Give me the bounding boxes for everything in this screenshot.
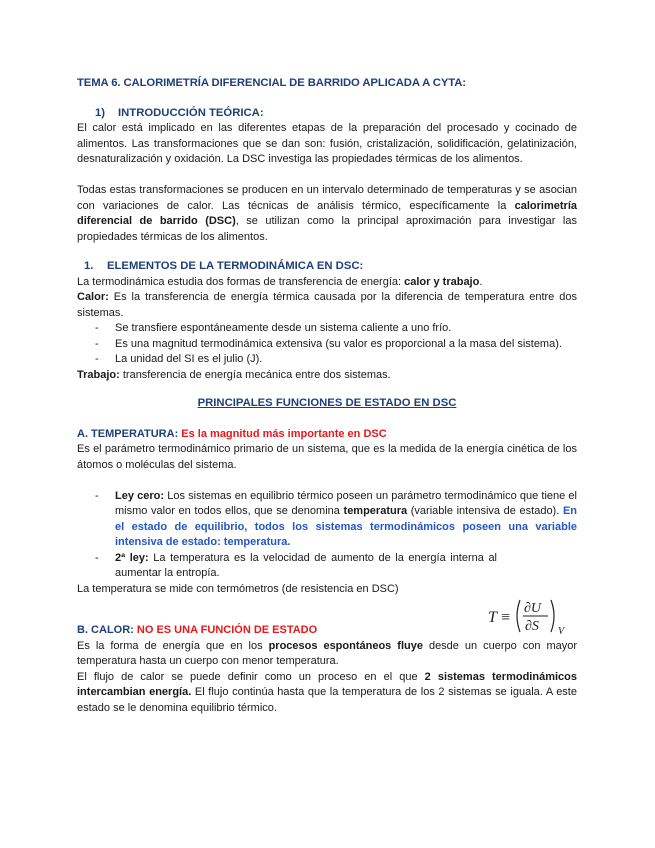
formula-denominator: ∂S xyxy=(525,619,539,634)
elements-heading xyxy=(77,259,577,275)
elements-number: 1. xyxy=(84,260,94,272)
dash-bullet: - xyxy=(95,489,99,502)
intro-p2-text-c: , se utilizan como la principal aproximación para investigar las propiedades térmicas de los alimentos. xyxy=(77,215,577,243)
elements-heading-text: ELEMENTOS DE LA TERMODINÁMICA EN DSC: xyxy=(107,260,364,272)
dash-bullet: - xyxy=(95,551,99,564)
calor-label: Calor: xyxy=(77,291,109,303)
temperature-formula xyxy=(486,595,576,637)
dash-bullet: - xyxy=(95,337,99,350)
segunda-ley-label: 2ª ley: xyxy=(115,551,149,564)
formula-svg xyxy=(486,595,576,637)
heat-heading-red: NO ES UNA FUNCIÓN DE ESTADO xyxy=(136,624,318,636)
heat-heading-a: B. CALOR: xyxy=(77,624,137,636)
heat-p1-c: desde un cuerpo con mayor temperatura hasta un cuerpo con menor temperatura. xyxy=(77,639,578,667)
bullet-text: Es una magnitud termodinámica extensiva (su valor es proporcional a la masa del sistema). xyxy=(115,337,562,350)
elements-intro-line xyxy=(77,275,577,291)
list-item xyxy=(95,321,577,337)
ley-cero-text-a: Los sistemas en equilibrio térmico poseen un parámetro termodinámico que tiene el mismo valor en todos ellos, que se denomina xyxy=(115,489,577,517)
trabajo-text: transferencia de energía mecánica entre dos sistemas. xyxy=(119,368,391,381)
heat-p1-bold: procesos espontáneos fluye xyxy=(268,639,423,652)
list-item xyxy=(95,337,577,353)
temperature-bullet-list xyxy=(77,489,577,582)
bullet-text: La unidad del SI es el julio (J). xyxy=(115,353,263,365)
formula-right-paren xyxy=(551,600,554,632)
intro-paragraph-1: El calor está implicado en las diferentes etapas de la preparación del procesado y cocinado de alimentos. Las transformaciones que se dan son: fusión, cristalización, solidificación, gelatinización, desnaturalización y oxidación. La DSC investiga las propiedades térmicas de los alimentos. xyxy=(77,122,577,165)
trabajo-definition xyxy=(77,368,577,384)
heat-p2-c: El flujo continúa hasta que la temperatura de los 2 sistemas se iguala. A este estado se le denomina equilibrio térmico. xyxy=(77,686,577,714)
temperature-heading-a: A. TEMPERATURA: xyxy=(77,427,182,440)
temperature-heading-red: Es la magnitud más importante en DSC xyxy=(181,427,387,440)
ley-cero-label: Ley cero: xyxy=(115,489,165,502)
list-item xyxy=(95,352,577,368)
dash-bullet: - xyxy=(95,353,99,365)
elements-line1-bold: calor y trabajo xyxy=(404,275,480,288)
elements-line1-c: . xyxy=(479,275,483,288)
list-item xyxy=(95,489,577,551)
segunda-ley-text: La temperatura es la velocidad de aumento de la energía interna al aumentar la entropía. xyxy=(115,551,498,579)
calor-text: Es la transferencia de energía térmica causada por la diferencia de temperatura entre dos sistemas. xyxy=(77,291,577,319)
temperature-measure: La temperatura se mide con termómetros (de resistencia en DSC) xyxy=(77,582,399,595)
formula-left-paren xyxy=(517,600,520,632)
heat-p2-bold: 2 sistemas termodinámicos intercambian energía. xyxy=(77,670,577,698)
intro-number: 1) xyxy=(95,106,106,119)
ley-cero-text-b: (variable intensiva de estado). xyxy=(407,505,563,517)
dash-bullet: - xyxy=(95,322,99,334)
ley-cero-bold: temperatura xyxy=(343,505,408,517)
formula-subscript: V xyxy=(558,626,565,637)
formula-t: T xyxy=(488,609,497,626)
list-item xyxy=(95,551,498,582)
document-title: TEMA 6. CALORIMETRÍA DIFERENCIAL DE BARRIDO APLICADA A CYTA: xyxy=(77,77,466,89)
functions-title-wrap xyxy=(77,396,577,412)
heat-paragraph-1 xyxy=(77,639,577,670)
intro-heading xyxy=(77,106,577,122)
intro-paragraph-2 xyxy=(77,183,577,245)
functions-title: PRINCIPALES FUNCIONES DE ESTADO EN DSC xyxy=(197,397,457,409)
heat-paragraph-2 xyxy=(77,670,577,717)
calor-bullet-list xyxy=(77,321,577,368)
intro-p2-bold: calorimetría diferencial de barrido (DSC) xyxy=(77,199,577,227)
formula-numerator: ∂U xyxy=(524,601,542,616)
temperature-paragraph: Es el parámetro termodinámico primario de un sistema, que es la medida de la energía cinética de los átomos o moléculas del sistema. xyxy=(77,443,577,471)
heat-p1-a: Es la forma de energía que en los xyxy=(77,639,269,652)
elements-line1-a: La termodinámica estudia dos formas de transferencia de energía: xyxy=(77,275,405,288)
intro-p2-text-a: Todas estas transformaciones se producen en un intervalo determinado de temperaturas y se asocian con variaciones de calor. Las técnicas de análisis térmico, específicamente la xyxy=(77,184,577,212)
formula-equiv: ≡ xyxy=(501,609,511,626)
bullet-text: Se transfiere espontáneamente desde un sistema caliente a uno frío. xyxy=(115,322,452,334)
intro-heading-text: INTRODUCCIÓN TEÓRICA: xyxy=(118,106,264,119)
trabajo-label: Trabajo: xyxy=(77,368,120,381)
calor-definition xyxy=(77,290,577,321)
temperature-heading xyxy=(77,427,577,443)
ley-cero-blue: En el estado de equilibrio, todos los sistemas termodinámicos poseen una variable intensiva de estado: temperatura. xyxy=(115,505,577,548)
heat-p2-a: El flujo de calor se puede definir como un proceso en el que xyxy=(77,670,425,683)
